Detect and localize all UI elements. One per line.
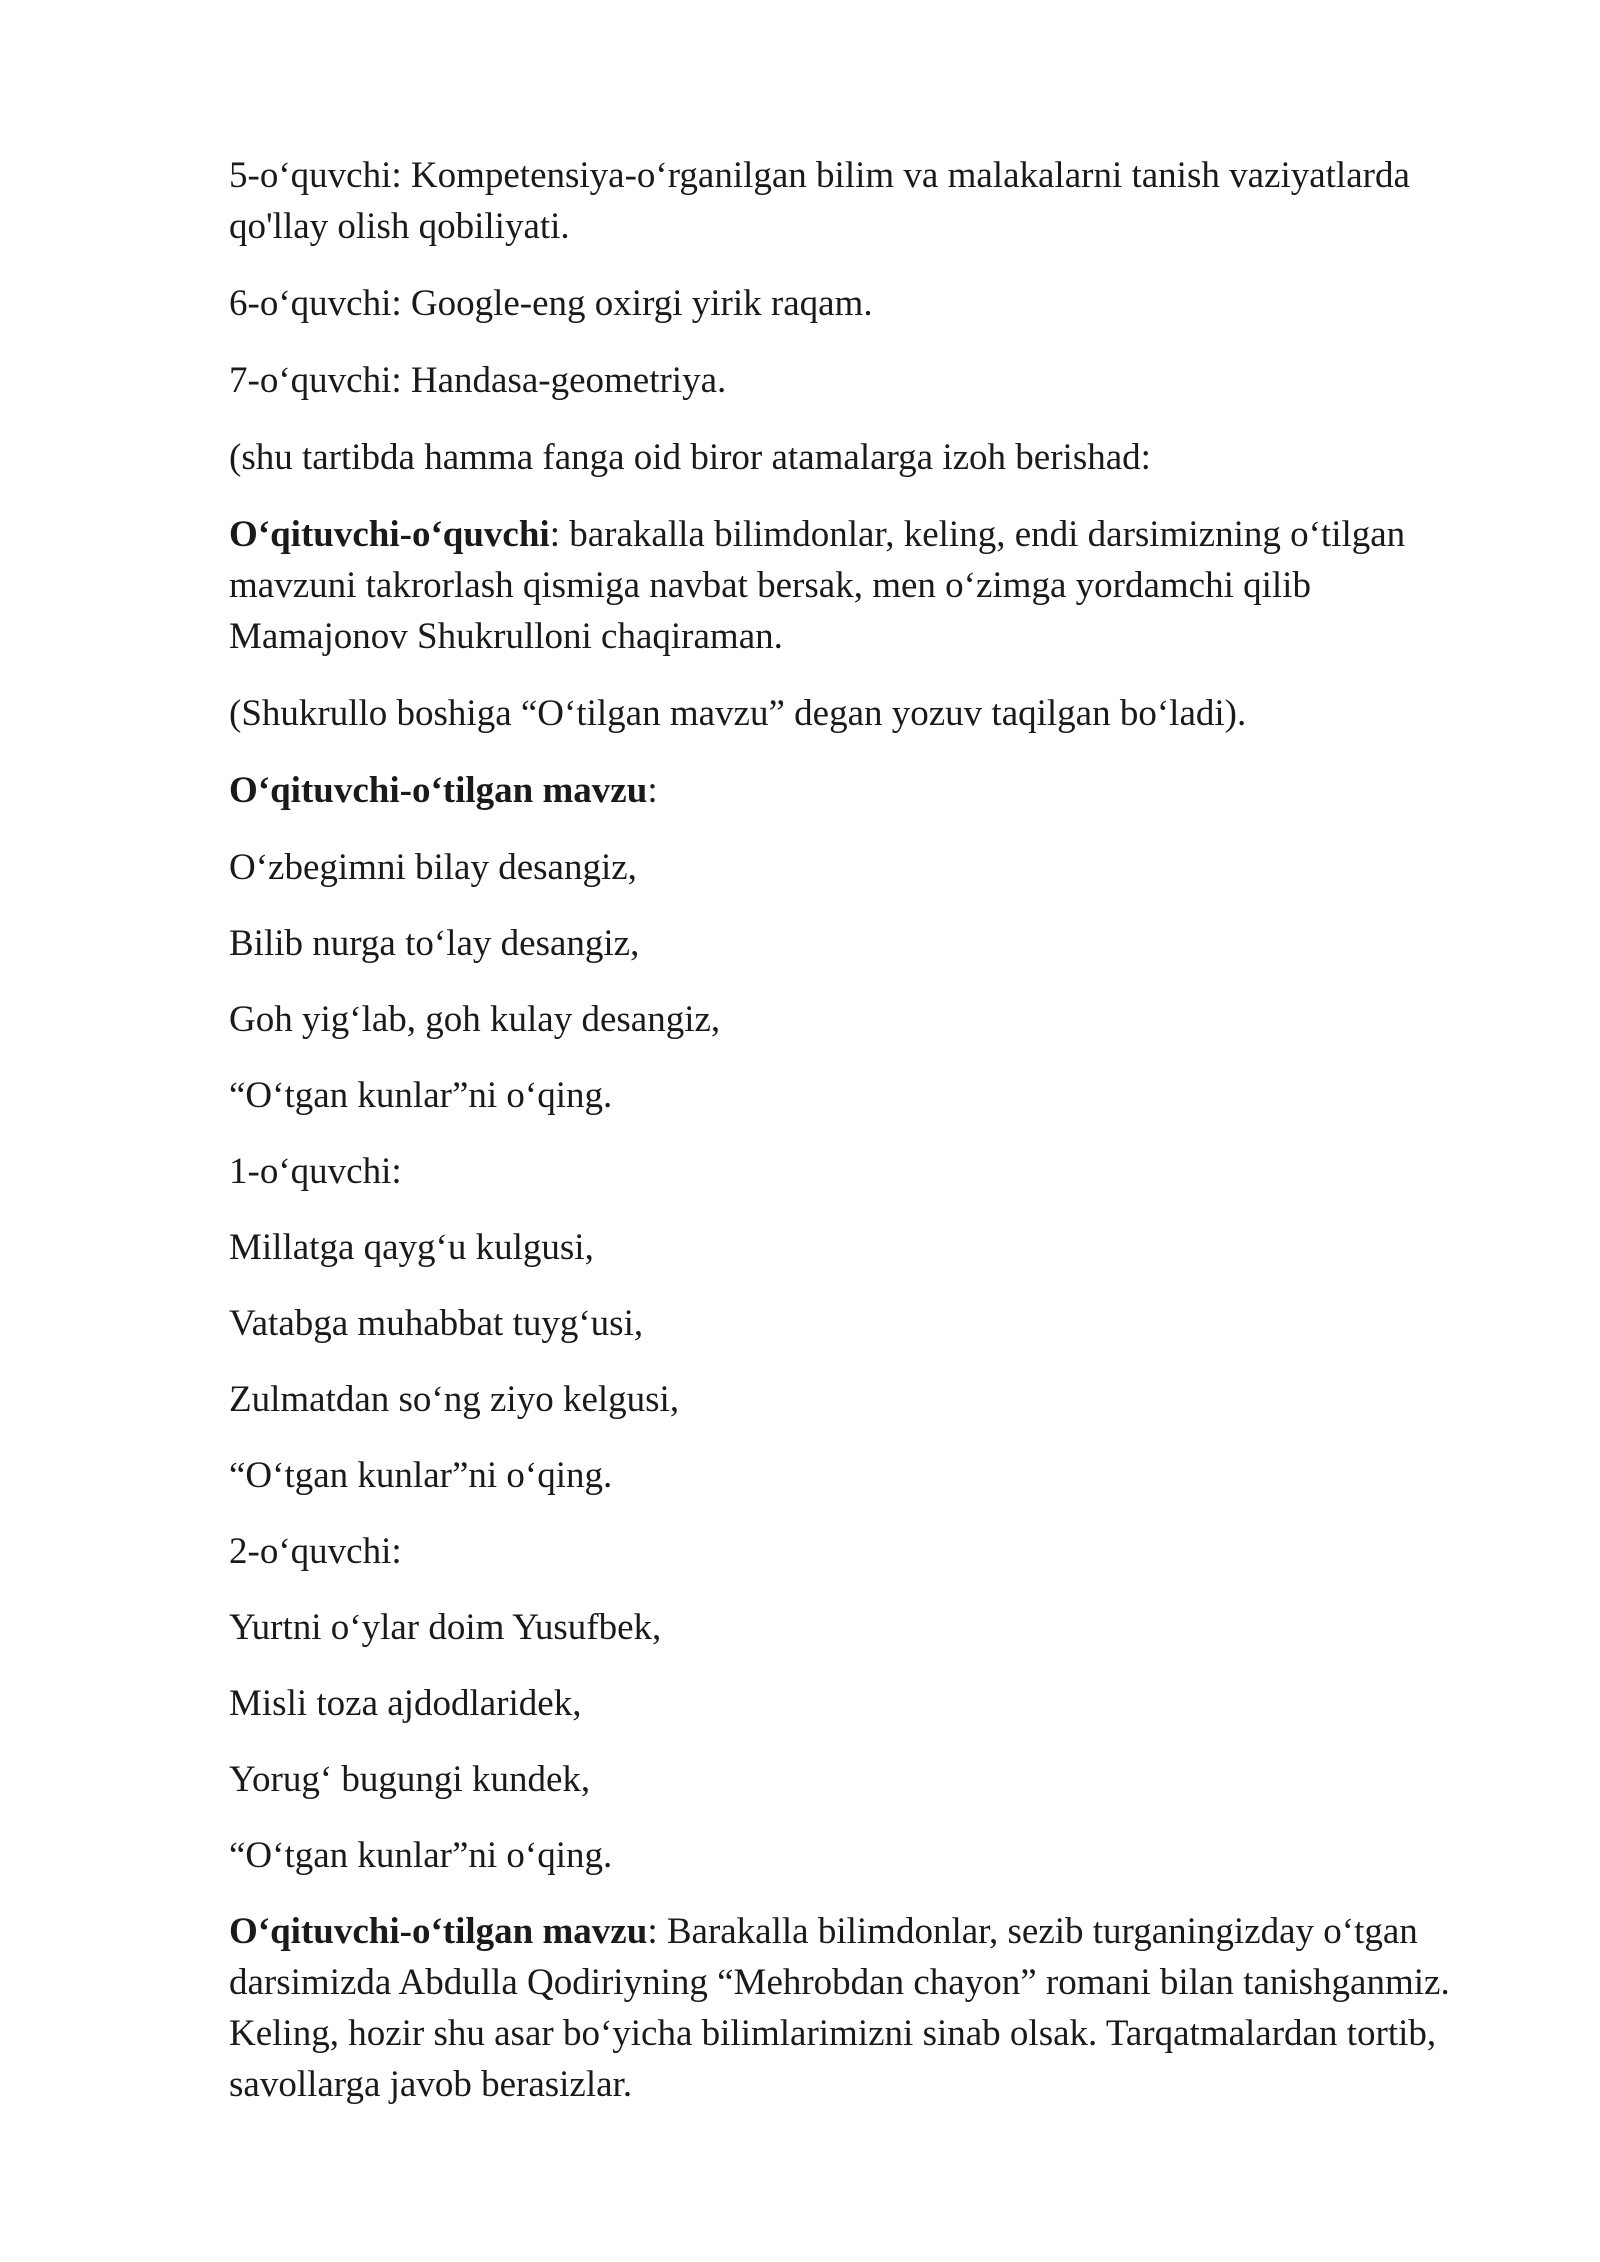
student-label-text: 1-o‘quvchi: [229, 1151, 402, 1192]
poem-line [229, 842, 1479, 893]
paragraph-text: : [647, 770, 658, 811]
poem-line-text: “O‘tgan kunlar”ni o‘qing. [229, 1835, 613, 1876]
paragraph-student-5 [229, 150, 1479, 252]
paragraph-text: 6-o‘quvchi: Google-eng oxirgi yirik raqam. [229, 283, 873, 324]
poem-line [229, 994, 1479, 1045]
poem-line-text: Misli toza ajdodlaridek, [229, 1683, 582, 1724]
poem-line-text: Vatabga muhabbat tuyg‘usi, [229, 1303, 644, 1344]
paragraph-text: (Shukrullo boshiga “O‘tilgan mavzu” degan yozuv taqilgan bo‘ladi). [229, 693, 1247, 734]
poem-line-text: “O‘tgan kunlar”ni o‘qing. [229, 1075, 613, 1116]
poem-line [229, 1298, 1479, 1349]
speaker-label: O‘qituvchi-o‘quvchi [229, 514, 550, 555]
paragraph-stage-note [229, 432, 1479, 483]
paragraph-stage-note-2 [229, 688, 1479, 739]
poem-line-text: Bilib nurga to‘lay desangiz, [229, 923, 640, 964]
poem-line [229, 1602, 1479, 1653]
poem-line [229, 1222, 1479, 1273]
paragraph-text: 5-o‘quvchi: Kompetensiya-o‘rganilgan bilim va malakalarni tanish vaziyatlarda qo'llay olish qobiliyati. [229, 155, 1410, 247]
poem-line-text: Yorug‘ bugungi kundek, [229, 1759, 591, 1800]
poem-line [229, 1830, 1479, 1881]
poem-line [229, 918, 1479, 969]
poem-line-text: Millatga qayg‘u kulgusi, [229, 1227, 594, 1268]
poem-line [229, 1450, 1479, 1501]
student-label [229, 1526, 1479, 1577]
poem-line-text: Zulmatdan so‘ng ziyo kelgusi, [229, 1379, 680, 1420]
poem-line [229, 1374, 1479, 1425]
speaker-label: O‘qituvchi-o‘tilgan mavzu [229, 1911, 648, 1952]
student-label-text: 2-o‘quvchi: [229, 1531, 402, 1572]
paragraph-teacher-topic-final [229, 1906, 1479, 2110]
poem-line-text: “O‘tgan kunlar”ni o‘qing. [229, 1455, 613, 1496]
paragraph-teacher-student [229, 509, 1479, 662]
poem-line [229, 1678, 1479, 1729]
paragraph-text: 7-o‘quvchi: Handasa-geometriya. [229, 360, 727, 401]
paragraph-student-7 [229, 355, 1479, 406]
speaker-label: O‘qituvchi-o‘tilgan mavzu [229, 770, 648, 811]
poem-line [229, 1070, 1479, 1121]
paragraph-student-6 [229, 278, 1479, 329]
poem-line [229, 1754, 1479, 1805]
paragraph-text: : barakalla bilimdonlar, keling, endi darsimizning o‘tilgan mavzuni takrorlash qismiga navbat bersak, men o‘zimga yordamchi qilib Mamajonov Shukrulloni chaqiraman. [229, 514, 1406, 657]
poem-line-text: Goh yig‘lab, goh kulay desangiz, [229, 999, 721, 1040]
paragraph-text: (shu tartibda hamma fanga oid biror atamalarga izoh berishad: [229, 437, 1151, 478]
poem-line-text: O‘zbegimni bilay desangiz, [229, 847, 637, 888]
student-label [229, 1146, 1479, 1197]
poem-line-text: Yurtni o‘ylar doim Yusufbek, [229, 1607, 662, 1648]
paragraph-teacher-topic [229, 765, 1479, 816]
paragraph-text: : Barakalla bilimdonlar, sezib turganingizday o‘tgan darsimizda Abdulla Qodiriyning “Mehrobdan chayon” romani bilan tanishganmiz. Keling, hozir shu asar bo‘yicha bilimlarimizni sinab olsak. Tarqatmalardan tortib, savollarga javob berasizlar. [229, 1911, 1450, 2105]
